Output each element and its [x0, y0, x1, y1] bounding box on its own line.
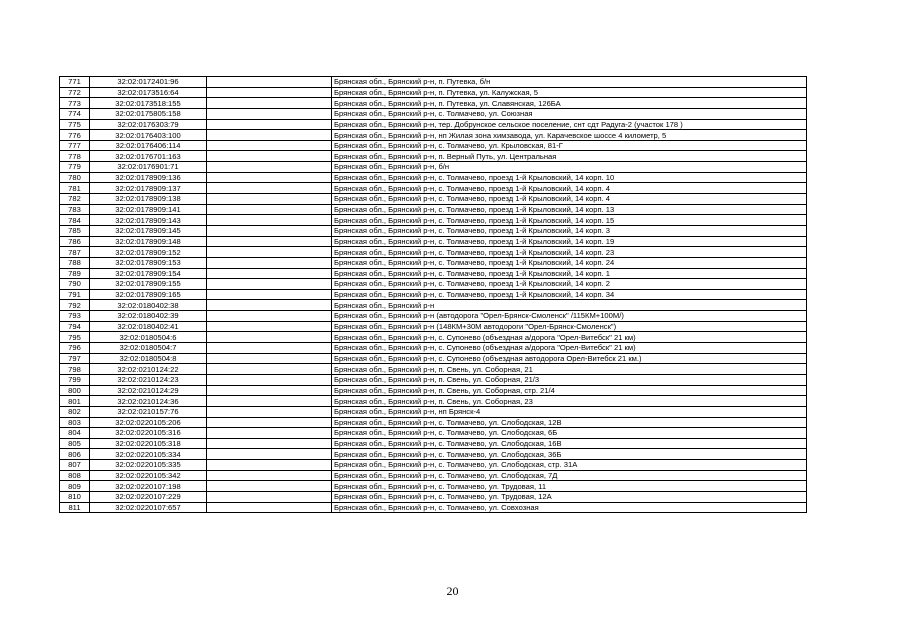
empty-cell [207, 470, 332, 481]
table-row [60, 215, 807, 226]
cadastral-number-cell: 32:02:0178909:165 [90, 289, 207, 300]
row-number-cell: 792 [60, 300, 90, 311]
empty-cell [207, 289, 332, 300]
address-cell: Брянская обл., Брянский р-н (автодорога "Орел-Брянск-Смоленск" /115КМ+100М/) [332, 311, 807, 322]
row-number-cell: 775 [60, 119, 90, 130]
table-row [60, 151, 807, 162]
cadastral-number-cell: 32:02:0220107:657 [90, 502, 207, 513]
empty-cell [207, 194, 332, 205]
cadastral-number-cell: 32:02:0176406:114 [90, 140, 207, 151]
row-number-cell: 789 [60, 268, 90, 279]
empty-cell [207, 321, 332, 332]
row-number-cell: 794 [60, 321, 90, 332]
address-cell: Брянская обл., Брянский р-н, с. Толмачево, ул. Слободская, 7Д [332, 470, 807, 481]
table-row [60, 374, 807, 385]
empty-cell [207, 374, 332, 385]
cadastral-number-cell: 32:02:0210157:76 [90, 406, 207, 417]
table-row [60, 438, 807, 449]
address-cell: Брянская обл., Брянский р-н, с. Толмачево, проезд 1-й Крыловский, 14 корп. 4 [332, 183, 807, 194]
address-cell: Брянская обл., Брянский р-н, п. Путевка, ул. Калужская, 5 [332, 87, 807, 98]
table-row [60, 449, 807, 460]
empty-cell [207, 417, 332, 428]
cadastral-number-cell: 32:02:0220105:334 [90, 449, 207, 460]
address-cell: Брянская обл., Брянский р-н, с. Толмачево, ул. Слободская, стр. 31А [332, 460, 807, 471]
table-row [60, 236, 807, 247]
table-row [60, 321, 807, 332]
cadastral-number-cell: 32:02:0180402:39 [90, 311, 207, 322]
empty-cell [207, 343, 332, 354]
address-cell: Брянская обл., Брянский р-н, п. Верный Путь, ул. Центральная [332, 151, 807, 162]
table-row [60, 140, 807, 151]
empty-cell [207, 332, 332, 343]
cadastral-number-cell: 32:02:0210124:36 [90, 396, 207, 407]
cadastral-number-cell: 32:02:0220105:206 [90, 417, 207, 428]
row-number-cell: 772 [60, 87, 90, 98]
address-cell: Брянская обл., Брянский р-н, с. Толмачево, проезд 1-й Крыловский, 14 корп. 2 [332, 279, 807, 290]
cadastral-number-cell: 32:02:0176303:79 [90, 119, 207, 130]
row-number-cell: 804 [60, 428, 90, 439]
table-row [60, 268, 807, 279]
row-number-cell: 807 [60, 460, 90, 471]
table-row [60, 300, 807, 311]
row-number-cell: 805 [60, 438, 90, 449]
empty-cell [207, 364, 332, 375]
table-row [60, 289, 807, 300]
row-number-cell: 782 [60, 194, 90, 205]
row-number-cell: 781 [60, 183, 90, 194]
row-number-cell: 806 [60, 449, 90, 460]
address-cell: Брянская обл., Брянский р-н [332, 300, 807, 311]
address-cell: Брянская обл., Брянский р-н, с. Толмачево, ул. Крыловская, 81-Г [332, 140, 807, 151]
table-row [60, 491, 807, 502]
row-number-cell: 809 [60, 481, 90, 492]
row-number-cell: 798 [60, 364, 90, 375]
empty-cell [207, 87, 332, 98]
empty-cell [207, 215, 332, 226]
empty-cell [207, 119, 332, 130]
table-row [60, 108, 807, 119]
table-row [60, 279, 807, 290]
address-cell: Брянская обл., Брянский р-н, нп Жилая зона химзавода, ул. Карачевское шоссе 4 километр, 5 [332, 130, 807, 141]
row-number-cell: 791 [60, 289, 90, 300]
empty-cell [207, 502, 332, 513]
address-cell: Брянская обл., Брянский р-н, с. Толмачево, ул. Союзная [332, 108, 807, 119]
table-row [60, 172, 807, 183]
register-table-body [60, 77, 807, 513]
cadastral-number-cell: 32:02:0210124:22 [90, 364, 207, 375]
row-number-cell: 803 [60, 417, 90, 428]
address-cell: Брянская обл., Брянский р-н, п. Свень, ул. Соборная, стр. 21/4 [332, 385, 807, 396]
empty-cell [207, 279, 332, 290]
cadastral-number-cell: 32:02:0178909:154 [90, 268, 207, 279]
table-row [60, 428, 807, 439]
cadastral-number-cell: 32:02:0220107:229 [90, 491, 207, 502]
address-cell: Брянская обл., Брянский р-н, с. Толмачево, проезд 1-й Крыловский, 14 корп. 10 [332, 172, 807, 183]
cadastral-number-cell: 32:02:0180504:7 [90, 343, 207, 354]
row-number-cell: 800 [60, 385, 90, 396]
cadastral-number-cell: 32:02:0178909:143 [90, 215, 207, 226]
cadastral-number-cell: 32:02:0220105:342 [90, 470, 207, 481]
table-row [60, 204, 807, 215]
table-row [60, 183, 807, 194]
cadastral-number-cell: 32:02:0180402:38 [90, 300, 207, 311]
empty-cell [207, 449, 332, 460]
table-row [60, 77, 807, 88]
cadastral-number-cell: 32:02:0172401:96 [90, 77, 207, 88]
address-cell: Брянская обл., Брянский р-н (148КМ+30М автодороги "Орел-Брянск-Смоленск") [332, 321, 807, 332]
table-row [60, 332, 807, 343]
table-row [60, 343, 807, 354]
cadastral-number-cell: 32:02:0173516:64 [90, 87, 207, 98]
cadastral-number-cell: 32:02:0178909:137 [90, 183, 207, 194]
address-cell: Брянская обл., Брянский р-н, с. Толмачево, ул. Слободская, 6Б [332, 428, 807, 439]
table-row [60, 257, 807, 268]
row-number-cell: 784 [60, 215, 90, 226]
address-cell: Брянская обл., Брянский р-н, с. Толмачево, проезд 1-й Крыловский, 14 корп. 3 [332, 225, 807, 236]
cadastral-number-cell: 32:02:0173518:155 [90, 98, 207, 109]
empty-cell [207, 353, 332, 364]
cadastral-number-cell: 32:02:0220105:316 [90, 428, 207, 439]
row-number-cell: 783 [60, 204, 90, 215]
table-row [60, 396, 807, 407]
address-cell: Брянская обл., Брянский р-н, тер. Добрунское сельское поселение, снт сдт Радуга-2 (участок 178 ) [332, 119, 807, 130]
row-number-cell: 786 [60, 236, 90, 247]
table-row [60, 502, 807, 513]
table-row [60, 364, 807, 375]
table-row [60, 194, 807, 205]
cadastral-number-cell: 32:02:0178909:138 [90, 194, 207, 205]
table-row [60, 87, 807, 98]
cadastral-number-cell: 32:02:0210124:23 [90, 374, 207, 385]
row-number-cell: 778 [60, 151, 90, 162]
row-number-cell: 801 [60, 396, 90, 407]
cadastral-number-cell: 32:02:0176701:163 [90, 151, 207, 162]
empty-cell [207, 247, 332, 258]
row-number-cell: 771 [60, 77, 90, 88]
row-number-cell: 799 [60, 374, 90, 385]
cadastral-number-cell: 32:02:0220105:335 [90, 460, 207, 471]
address-cell: Брянская обл., Брянский р-н, с. Толмачево, ул. Трудовая, 11 [332, 481, 807, 492]
row-number-cell: 796 [60, 343, 90, 354]
table-row [60, 417, 807, 428]
address-cell: Брянская обл., Брянский р-н, с. Супонево (объездная а/дорога "Орел-Витебск" 21 км) [332, 332, 807, 343]
empty-cell [207, 98, 332, 109]
empty-cell [207, 183, 332, 194]
row-number-cell: 811 [60, 502, 90, 513]
cadastral-number-cell: 32:02:0178909:136 [90, 172, 207, 183]
empty-cell [207, 481, 332, 492]
row-number-cell: 787 [60, 247, 90, 258]
cadastral-number-cell: 32:02:0210124:29 [90, 385, 207, 396]
empty-cell [207, 438, 332, 449]
empty-cell [207, 151, 332, 162]
empty-cell [207, 130, 332, 141]
register-table [59, 76, 807, 513]
row-number-cell: 810 [60, 491, 90, 502]
table-row [60, 460, 807, 471]
table-row [60, 130, 807, 141]
row-number-cell: 808 [60, 470, 90, 481]
address-cell: Брянская обл., Брянский р-н, с. Супонево (объездная автодорога Орел-Витебск 21 км.) [332, 353, 807, 364]
empty-cell [207, 172, 332, 183]
cadastral-number-cell: 32:02:0220107:198 [90, 481, 207, 492]
row-number-cell: 774 [60, 108, 90, 119]
row-number-cell: 793 [60, 311, 90, 322]
table-row [60, 225, 807, 236]
address-cell: Брянская обл., Брянский р-н, с. Толмачево, ул. Совхозная [332, 502, 807, 513]
address-cell: Брянская обл., Брянский р-н, с. Толмачево, проезд 1-й Крыловский, 14 корп. 13 [332, 204, 807, 215]
cadastral-number-cell: 32:02:0178909:148 [90, 236, 207, 247]
address-cell: Брянская обл., Брянский р-н, с. Толмачево, ул. Слободская, 12В [332, 417, 807, 428]
table-row [60, 98, 807, 109]
cadastral-number-cell: 32:02:0178909:152 [90, 247, 207, 258]
empty-cell [207, 140, 332, 151]
address-cell: Брянская обл., Брянский р-н, с. Толмачево, проезд 1-й Крыловский, 14 корп. 15 [332, 215, 807, 226]
empty-cell [207, 460, 332, 471]
empty-cell [207, 396, 332, 407]
empty-cell [207, 236, 332, 247]
table-row [60, 470, 807, 481]
row-number-cell: 795 [60, 332, 90, 343]
address-cell: Брянская обл., Брянский р-н, п. Путевка, ул. Славянская, 126БА [332, 98, 807, 109]
table-row [60, 385, 807, 396]
empty-cell [207, 385, 332, 396]
empty-cell [207, 428, 332, 439]
address-cell: Брянская обл., Брянский р-н, нп Брянск-4 [332, 406, 807, 417]
row-number-cell: 790 [60, 279, 90, 290]
cadastral-number-cell: 32:02:0178909:153 [90, 257, 207, 268]
cadastral-number-cell: 32:02:0178909:145 [90, 225, 207, 236]
page-number: 20 [446, 584, 459, 598]
table-row [60, 162, 807, 173]
cadastral-number-cell: 32:02:0176403:100 [90, 130, 207, 141]
table-row [60, 353, 807, 364]
address-cell: Брянская обл., Брянский р-н, с. Толмачево, проезд 1-й Крыловский, 14 корп. 4 [332, 194, 807, 205]
row-number-cell: 777 [60, 140, 90, 151]
address-cell: Брянская обл., Брянский р-н, с. Толмачево, ул. Слободская, 36Б [332, 449, 807, 460]
cadastral-number-cell: 32:02:0220105:318 [90, 438, 207, 449]
address-cell: Брянская обл., Брянский р-н, с. Толмачево, ул. Трудовая, 12А [332, 491, 807, 502]
cadastral-number-cell: 32:02:0178909:155 [90, 279, 207, 290]
address-cell: Брянская обл., Брянский р-н, с. Толмачево, проезд 1-й Крыловский, 14 корп. 23 [332, 247, 807, 258]
empty-cell [207, 268, 332, 279]
empty-cell [207, 77, 332, 88]
address-cell: Брянская обл., Брянский р-н, с. Толмачево, проезд 1-й Крыловский, 14 корп. 1 [332, 268, 807, 279]
cadastral-number-cell: 32:02:0180504:6 [90, 332, 207, 343]
cadastral-number-cell: 32:02:0180504:8 [90, 353, 207, 364]
address-cell: Брянская обл., Брянский р-н, б/н [332, 162, 807, 173]
address-cell: Брянская обл., Брянский р-н, с. Толмачево, проезд 1-й Крыловский, 14 корп. 24 [332, 257, 807, 268]
row-number-cell: 776 [60, 130, 90, 141]
empty-cell [207, 311, 332, 322]
table-row [60, 481, 807, 492]
address-cell: Брянская обл., Брянский р-н, с. Толмачево, проезд 1-й Крыловский, 14 корп. 19 [332, 236, 807, 247]
cadastral-number-cell: 32:02:0178909:141 [90, 204, 207, 215]
address-cell: Брянская обл., Брянский р-н, п. Свень, ул. Соборная, 21 [332, 364, 807, 375]
table-row [60, 247, 807, 258]
row-number-cell: 773 [60, 98, 90, 109]
row-number-cell: 802 [60, 406, 90, 417]
cadastral-number-cell: 32:02:0176901:71 [90, 162, 207, 173]
table-row [60, 311, 807, 322]
row-number-cell: 788 [60, 257, 90, 268]
empty-cell [207, 300, 332, 311]
table-row [60, 406, 807, 417]
row-number-cell: 785 [60, 225, 90, 236]
address-cell: Брянская обл., Брянский р-н, с. Супонево (объездная а/дорога "Орел-Витебск" 21 км) [332, 343, 807, 354]
row-number-cell: 797 [60, 353, 90, 364]
address-cell: Брянская обл., Брянский р-н, с. Толмачево, ул. Слободская, 16В [332, 438, 807, 449]
empty-cell [207, 491, 332, 502]
row-number-cell: 780 [60, 172, 90, 183]
empty-cell [207, 225, 332, 236]
empty-cell [207, 204, 332, 215]
row-number-cell: 779 [60, 162, 90, 173]
empty-cell [207, 406, 332, 417]
empty-cell [207, 257, 332, 268]
empty-cell [207, 162, 332, 173]
address-cell: Брянская обл., Брянский р-н, с. Толмачево, проезд 1-й Крыловский, 14 корп. 34 [332, 289, 807, 300]
cadastral-number-cell: 32:02:0175805:158 [90, 108, 207, 119]
table-row [60, 119, 807, 130]
address-cell: Брянская обл., Брянский р-н, п. Свень, ул. Соборная, 23 [332, 396, 807, 407]
address-cell: Брянская обл., Брянский р-н, п. Свень, ул. Соборная, 21/3 [332, 374, 807, 385]
address-cell: Брянская обл., Брянский р-н, п. Путевка, б/н [332, 77, 807, 88]
cadastral-number-cell: 32:02:0180402:41 [90, 321, 207, 332]
empty-cell [207, 108, 332, 119]
